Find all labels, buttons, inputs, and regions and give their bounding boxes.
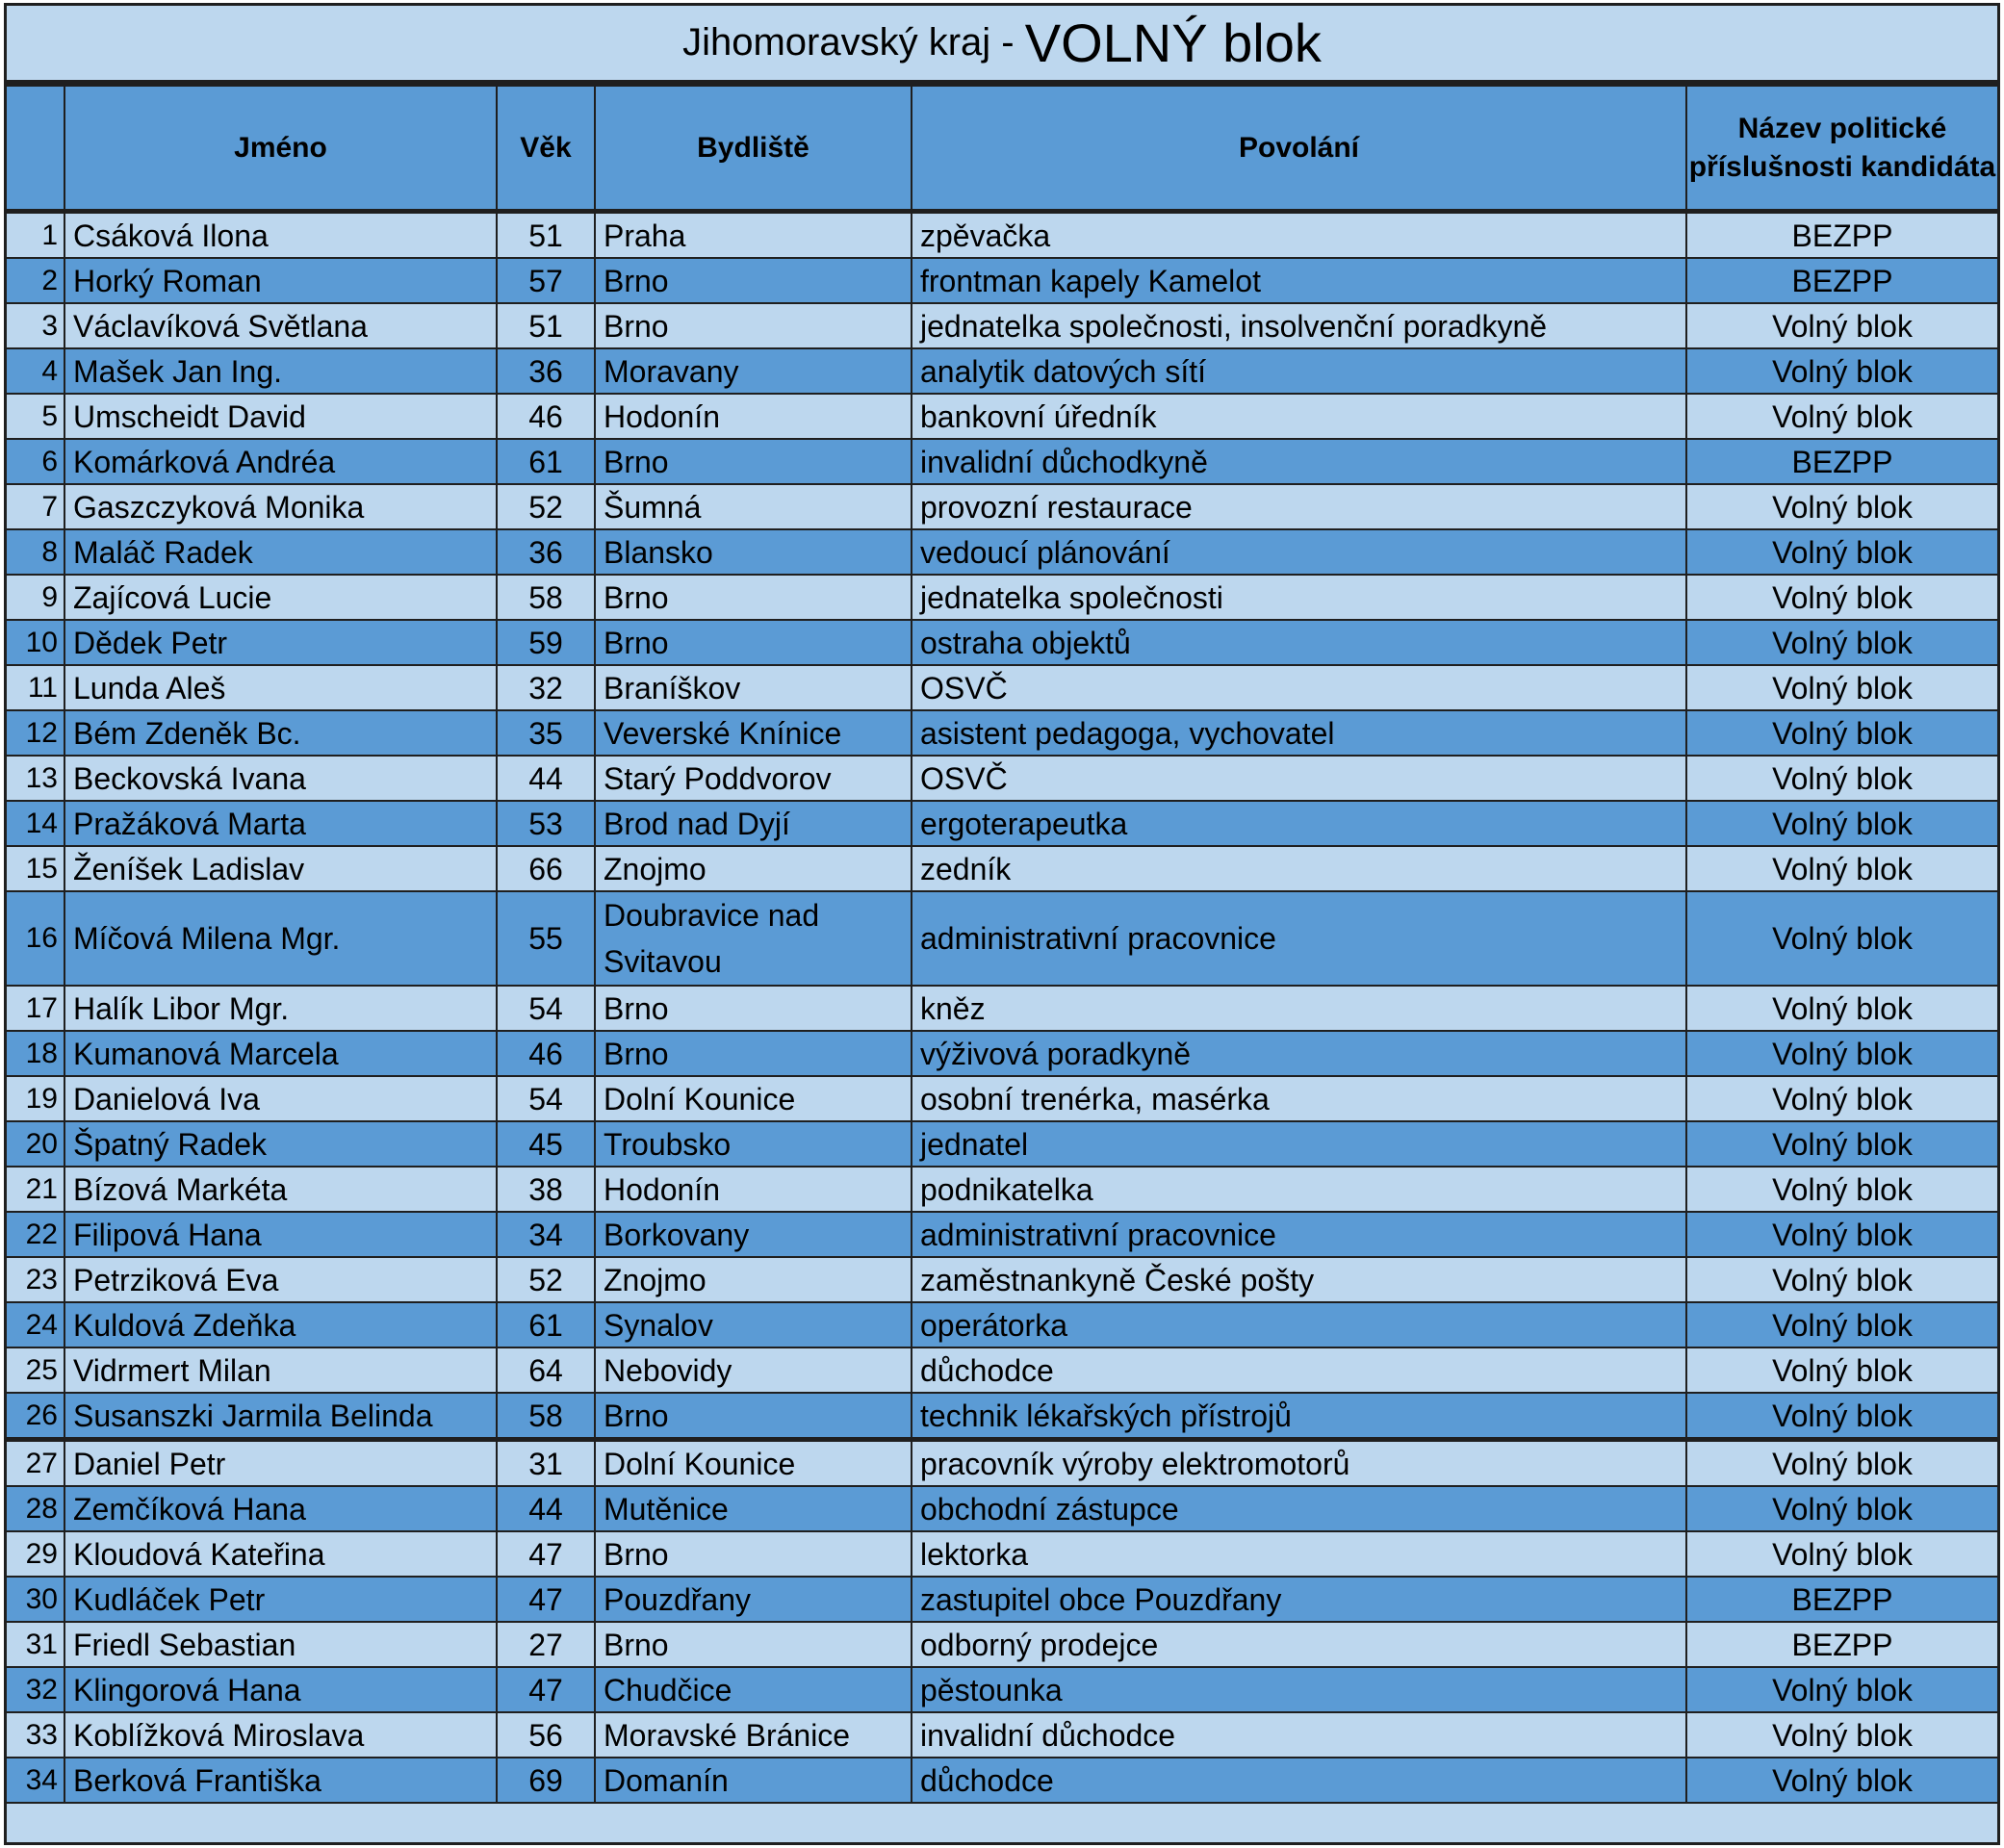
- candidate-name: Danielová Iva: [64, 1076, 497, 1121]
- candidate-party: Volný blok: [1686, 1167, 1997, 1212]
- table-row: [7, 575, 1997, 620]
- candidate-occupation: jednatel: [912, 1121, 1686, 1167]
- row-number: 2: [7, 258, 64, 303]
- table-row: [7, 986, 1997, 1031]
- candidate-occupation: OSVČ: [912, 756, 1686, 801]
- candidate-name: Filipová Hana: [64, 1212, 497, 1257]
- candidate-residence: Starý Poddvorov: [595, 756, 912, 801]
- table-row: [7, 891, 1997, 986]
- candidate-residence: Doubravice nad Svitavou: [595, 891, 912, 986]
- row-number: 10: [7, 620, 64, 665]
- candidate-age: 27: [497, 1622, 595, 1667]
- candidate-occupation: invalidní důchodce: [912, 1712, 1686, 1758]
- candidate-age: 36: [497, 348, 595, 394]
- candidate-occupation: ergoterapeutka: [912, 801, 1686, 846]
- candidate-party: Volný blok: [1686, 1348, 1997, 1393]
- candidate-party: BEZPP: [1686, 1577, 1997, 1622]
- candidate-occupation: pěstounka: [912, 1667, 1686, 1712]
- candidate-sheet: [4, 3, 2000, 1845]
- table-row: [7, 665, 1997, 710]
- candidate-age: 51: [497, 212, 595, 259]
- candidate-occupation: ostraha objektů: [912, 620, 1686, 665]
- table-row: [7, 1577, 1997, 1622]
- candidate-age: 54: [497, 986, 595, 1031]
- candidate-name: Berková Františka: [64, 1758, 497, 1803]
- candidate-party: Volný blok: [1686, 1758, 1997, 1803]
- candidate-name: Kloudová Kateřina: [64, 1531, 497, 1577]
- candidate-occupation: invalidní důchodkyně: [912, 439, 1686, 484]
- candidate-age: 51: [497, 303, 595, 348]
- table-row: [7, 1348, 1997, 1393]
- candidate-party: Volný blok: [1686, 1257, 1997, 1302]
- candidate-party: Volný blok: [1686, 710, 1997, 756]
- table-row: [7, 258, 1997, 303]
- candidate-table: [7, 85, 1997, 1804]
- candidate-name: Susanszki Jarmila Belinda: [64, 1393, 497, 1440]
- row-number: 31: [7, 1622, 64, 1667]
- candidate-residence: Brno: [595, 1531, 912, 1577]
- candidate-age: 61: [497, 1302, 595, 1348]
- row-number: 3: [7, 303, 64, 348]
- candidate-occupation: jednatelka společnosti: [912, 575, 1686, 620]
- candidate-residence: Brno: [595, 1031, 912, 1076]
- candidate-name: Daniel Petr: [64, 1440, 497, 1487]
- candidate-age: 69: [497, 1758, 595, 1803]
- candidate-occupation: bankovní úředník: [912, 394, 1686, 439]
- candidate-occupation: kněz: [912, 986, 1686, 1031]
- candidate-residence: Praha: [595, 212, 912, 259]
- candidate-age: 61: [497, 439, 595, 484]
- candidate-residence: Nebovidy: [595, 1348, 912, 1393]
- candidate-age: 36: [497, 529, 595, 575]
- row-number: 18: [7, 1031, 64, 1076]
- candidate-residence: Brno: [595, 258, 912, 303]
- candidate-residence: Dolní Kounice: [595, 1440, 912, 1487]
- candidate-residence: Blansko: [595, 529, 912, 575]
- candidate-age: 46: [497, 394, 595, 439]
- candidate-age: 47: [497, 1577, 595, 1622]
- row-number: 6: [7, 439, 64, 484]
- candidate-age: 47: [497, 1667, 595, 1712]
- candidate-occupation: asistent pedagoga, vychovatel: [912, 710, 1686, 756]
- candidate-party: Volný blok: [1686, 1031, 1997, 1076]
- title-separator: -: [990, 21, 1025, 64]
- candidate-name: Lunda Aleš: [64, 665, 497, 710]
- candidate-occupation: osobní trenérka, masérka: [912, 1076, 1686, 1121]
- row-number: 26: [7, 1393, 64, 1440]
- candidate-age: 38: [497, 1167, 595, 1212]
- candidate-name: Horký Roman: [64, 258, 497, 303]
- table-row: [7, 620, 1997, 665]
- row-number: 13: [7, 756, 64, 801]
- candidate-residence: Chudčice: [595, 1667, 912, 1712]
- candidate-age: 54: [497, 1076, 595, 1121]
- candidate-name: Koblížková Miroslava: [64, 1712, 497, 1758]
- table-row: [7, 1440, 1997, 1487]
- header-name: Jméno: [64, 86, 497, 212]
- row-number: 27: [7, 1440, 64, 1487]
- header-occupation: Povolání: [912, 86, 1686, 212]
- table-row: [7, 1076, 1997, 1121]
- candidate-name: Ženíšek Ladislav: [64, 846, 497, 891]
- candidate-name: Friedl Sebastian: [64, 1622, 497, 1667]
- candidate-party: BEZPP: [1686, 1622, 1997, 1667]
- candidate-residence: Borkovany: [595, 1212, 912, 1257]
- table-row: [7, 1622, 1997, 1667]
- candidate-residence: Synalov: [595, 1302, 912, 1348]
- candidate-residence: Hodonín: [595, 394, 912, 439]
- candidate-occupation: analytik datových sítí: [912, 348, 1686, 394]
- row-number: 29: [7, 1531, 64, 1577]
- table-row: [7, 846, 1997, 891]
- candidate-age: 46: [497, 1031, 595, 1076]
- candidate-residence: Brno: [595, 620, 912, 665]
- candidate-party: Volný blok: [1686, 986, 1997, 1031]
- table-row: [7, 801, 1997, 846]
- candidate-name: Špatný Radek: [64, 1121, 497, 1167]
- candidate-occupation: zpěvačka: [912, 212, 1686, 259]
- row-number: 34: [7, 1758, 64, 1803]
- candidate-name: Václavíková Světlana: [64, 303, 497, 348]
- candidate-occupation: technik lékařských přístrojů: [912, 1393, 1686, 1440]
- candidate-residence: Moravské Bránice: [595, 1712, 912, 1758]
- row-number: 7: [7, 484, 64, 529]
- candidate-name: Kudláček Petr: [64, 1577, 497, 1622]
- header-residence: Bydliště: [595, 86, 912, 212]
- header-age: Věk: [497, 86, 595, 212]
- candidate-residence: Brno: [595, 439, 912, 484]
- candidate-residence: Brno: [595, 575, 912, 620]
- candidate-age: 52: [497, 484, 595, 529]
- table-row: [7, 1393, 1997, 1440]
- candidate-name: Petrziková Eva: [64, 1257, 497, 1302]
- candidate-residence: Braníškov: [595, 665, 912, 710]
- candidate-occupation: jednatelka společnosti, insolvenční poradkyně: [912, 303, 1686, 348]
- row-number: 11: [7, 665, 64, 710]
- candidate-age: 58: [497, 1393, 595, 1440]
- candidate-party: Volný blok: [1686, 1076, 1997, 1121]
- table-row: [7, 1167, 1997, 1212]
- candidate-name: Beckovská Ivana: [64, 756, 497, 801]
- table-row: [7, 529, 1997, 575]
- row-number: 15: [7, 846, 64, 891]
- table-row: [7, 348, 1997, 394]
- candidate-age: 44: [497, 756, 595, 801]
- row-number: 16: [7, 891, 64, 986]
- candidate-name: Komárková Andréa: [64, 439, 497, 484]
- title-block: VOLNÝ blok: [1024, 13, 1322, 73]
- sheet-title: [7, 6, 1997, 85]
- row-number: 4: [7, 348, 64, 394]
- candidate-party: BEZPP: [1686, 258, 1997, 303]
- candidate-party: Volný blok: [1686, 801, 1997, 846]
- table-row: [7, 439, 1997, 484]
- table-row: [7, 1302, 1997, 1348]
- row-number: 1: [7, 212, 64, 259]
- candidate-occupation: důchodce: [912, 1758, 1686, 1803]
- candidate-occupation: zastupitel obce Pouzdřany: [912, 1577, 1686, 1622]
- candidate-residence: Brod nad Dyjí: [595, 801, 912, 846]
- candidate-residence: Znojmo: [595, 1257, 912, 1302]
- candidate-residence: Moravany: [595, 348, 912, 394]
- candidate-party: Volný blok: [1686, 891, 1997, 986]
- row-number: 12: [7, 710, 64, 756]
- table-row: [7, 1121, 1997, 1167]
- candidate-party: Volný blok: [1686, 394, 1997, 439]
- candidate-party: Volný blok: [1686, 484, 1997, 529]
- candidate-occupation: podnikatelka: [912, 1167, 1686, 1212]
- row-number: 20: [7, 1121, 64, 1167]
- candidate-name: Bém Zdeněk Bc.: [64, 710, 497, 756]
- candidate-age: 56: [497, 1712, 595, 1758]
- table-row: [7, 1031, 1997, 1076]
- candidate-party: Volný blok: [1686, 348, 1997, 394]
- candidate-residence: Dolní Kounice: [595, 1076, 912, 1121]
- row-number: 28: [7, 1486, 64, 1531]
- candidate-party: Volný blok: [1686, 303, 1997, 348]
- candidate-occupation: OSVČ: [912, 665, 1686, 710]
- candidate-occupation: zaměstnankyně České pošty: [912, 1257, 1686, 1302]
- candidate-party: BEZPP: [1686, 212, 1997, 259]
- table-row: [7, 1257, 1997, 1302]
- candidate-name: Dědek Petr: [64, 620, 497, 665]
- table-row: [7, 710, 1997, 756]
- table-row: [7, 303, 1997, 348]
- row-number: 14: [7, 801, 64, 846]
- row-number: 17: [7, 986, 64, 1031]
- candidate-residence: Brno: [595, 303, 912, 348]
- row-number: 21: [7, 1167, 64, 1212]
- table-row: [7, 484, 1997, 529]
- candidate-party: Volný blok: [1686, 1212, 1997, 1257]
- table-row: [7, 1486, 1997, 1531]
- row-number: 5: [7, 394, 64, 439]
- candidate-name: Míčová Milena Mgr.: [64, 891, 497, 986]
- candidate-age: 44: [497, 1486, 595, 1531]
- row-number: 23: [7, 1257, 64, 1302]
- candidate-party: Volný blok: [1686, 1486, 1997, 1531]
- candidate-party: Volný blok: [1686, 846, 1997, 891]
- table-row: [7, 756, 1997, 801]
- candidate-residence: Brno: [595, 986, 912, 1031]
- candidate-name: Vidrmert Milan: [64, 1348, 497, 1393]
- candidate-party: BEZPP: [1686, 439, 1997, 484]
- candidate-party: Volný blok: [1686, 575, 1997, 620]
- candidate-age: 47: [497, 1531, 595, 1577]
- row-number: 19: [7, 1076, 64, 1121]
- candidate-residence: Brno: [595, 1622, 912, 1667]
- candidate-residence: Mutěnice: [595, 1486, 912, 1531]
- row-number: 33: [7, 1712, 64, 1758]
- candidate-party: Volný blok: [1686, 1440, 1997, 1487]
- table-row: [7, 1212, 1997, 1257]
- candidate-name: Kumanová Marcela: [64, 1031, 497, 1076]
- candidate-residence: Troubsko: [595, 1121, 912, 1167]
- candidate-residence: Brno: [595, 1393, 912, 1440]
- candidate-party: Volný blok: [1686, 665, 1997, 710]
- candidate-occupation: obchodní zástupce: [912, 1486, 1686, 1531]
- candidate-age: 34: [497, 1212, 595, 1257]
- candidate-occupation: zedník: [912, 846, 1686, 891]
- candidate-age: 35: [497, 710, 595, 756]
- candidate-party: Volný blok: [1686, 1302, 1997, 1348]
- candidate-age: 55: [497, 891, 595, 986]
- candidate-name: Kuldová Zdeňka: [64, 1302, 497, 1348]
- candidate-residence: Domanín: [595, 1758, 912, 1803]
- header-row: [7, 86, 1997, 212]
- row-number: 24: [7, 1302, 64, 1348]
- candidate-age: 52: [497, 1257, 595, 1302]
- row-number: 25: [7, 1348, 64, 1393]
- row-number: 9: [7, 575, 64, 620]
- candidate-age: 57: [497, 258, 595, 303]
- candidate-name: Halík Libor Mgr.: [64, 986, 497, 1031]
- candidate-age: 58: [497, 575, 595, 620]
- candidate-name: Pražáková Marta: [64, 801, 497, 846]
- table-row: [7, 1758, 1997, 1803]
- candidate-name: Csáková Ilona: [64, 212, 497, 259]
- candidate-residence: Veverské Knínice: [595, 710, 912, 756]
- candidate-age: 31: [497, 1440, 595, 1487]
- candidate-residence: Znojmo: [595, 846, 912, 891]
- candidate-party: Volný blok: [1686, 1712, 1997, 1758]
- table-row: [7, 394, 1997, 439]
- candidate-name: Klingorová Hana: [64, 1667, 497, 1712]
- candidate-party: Volný blok: [1686, 529, 1997, 575]
- title-region: Jihomoravský kraj: [682, 21, 991, 64]
- candidate-occupation: odborný prodejce: [912, 1622, 1686, 1667]
- candidate-name: Zemčíková Hana: [64, 1486, 497, 1531]
- candidate-residence: Pouzdřany: [595, 1577, 912, 1622]
- row-number: 30: [7, 1577, 64, 1622]
- candidate-occupation: vedoucí plánování: [912, 529, 1686, 575]
- candidate-occupation: administrativní pracovnice: [912, 891, 1686, 986]
- candidate-age: 53: [497, 801, 595, 846]
- candidate-occupation: operátorka: [912, 1302, 1686, 1348]
- candidate-party: Volný blok: [1686, 1531, 1997, 1577]
- candidate-occupation: provozní restaurace: [912, 484, 1686, 529]
- candidate-party: Volný blok: [1686, 1121, 1997, 1167]
- candidate-age: 64: [497, 1348, 595, 1393]
- candidate-party: Volný blok: [1686, 1393, 1997, 1440]
- candidate-age: 32: [497, 665, 595, 710]
- candidate-name: Mašek Jan Ing.: [64, 348, 497, 394]
- candidate-name: Zajícová Lucie: [64, 575, 497, 620]
- candidate-name: Bízová Markéta: [64, 1167, 497, 1212]
- table-row: [7, 1531, 1997, 1577]
- candidate-age: 59: [497, 620, 595, 665]
- row-number: 32: [7, 1667, 64, 1712]
- candidate-residence: Šumná: [595, 484, 912, 529]
- table-row: [7, 1667, 1997, 1712]
- candidate-party: Volný blok: [1686, 1667, 1997, 1712]
- candidate-name: Umscheidt David: [64, 394, 497, 439]
- table-row: [7, 1712, 1997, 1758]
- table-row: [7, 212, 1997, 259]
- row-number: 22: [7, 1212, 64, 1257]
- candidate-party: Volný blok: [1686, 620, 1997, 665]
- candidate-residence: Hodonín: [595, 1167, 912, 1212]
- candidate-age: 66: [497, 846, 595, 891]
- header-index: [7, 86, 64, 212]
- candidate-occupation: frontman kapely Kamelot: [912, 258, 1686, 303]
- candidate-occupation: pracovník výroby elektromotorů: [912, 1440, 1686, 1487]
- candidate-name: Maláč Radek: [64, 529, 497, 575]
- candidate-occupation: výživová poradkyně: [912, 1031, 1686, 1076]
- candidate-occupation: administrativní pracovnice: [912, 1212, 1686, 1257]
- header-party: Název politické příslušnosti kandidáta: [1686, 86, 1997, 212]
- candidate-party: Volný blok: [1686, 756, 1997, 801]
- candidate-age: 45: [497, 1121, 595, 1167]
- candidate-name: Gaszczyková Monika: [64, 484, 497, 529]
- candidate-occupation: lektorka: [912, 1531, 1686, 1577]
- candidate-occupation: důchodce: [912, 1348, 1686, 1393]
- row-number: 8: [7, 529, 64, 575]
